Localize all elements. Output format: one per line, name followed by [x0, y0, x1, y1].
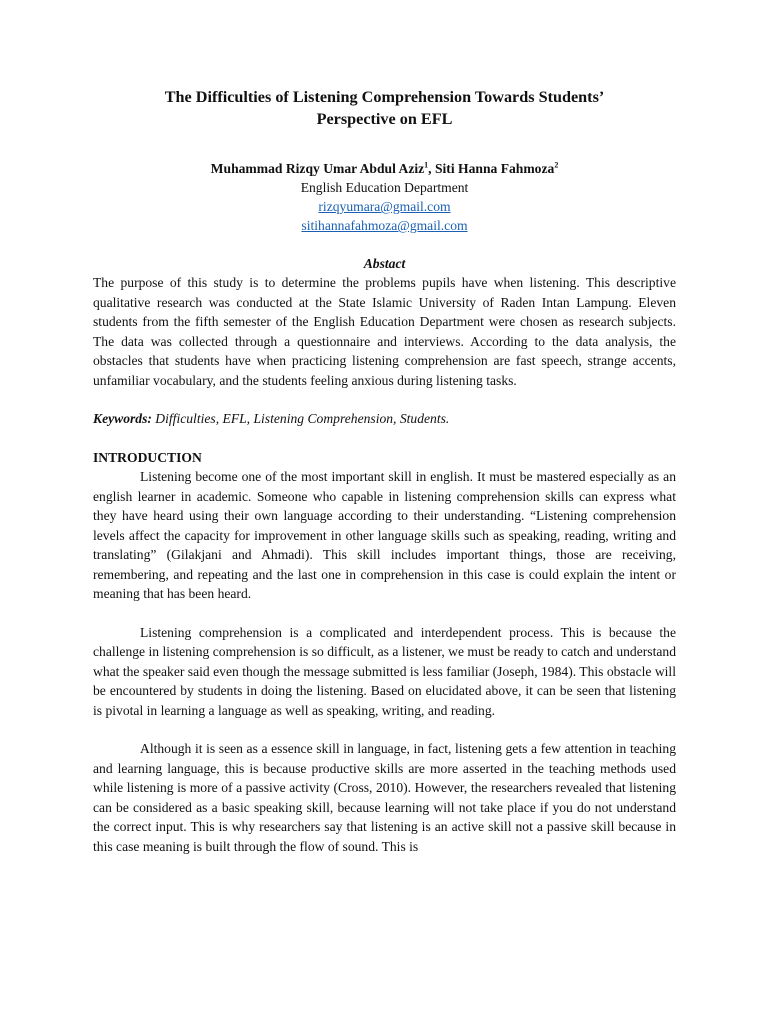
email-1-line [93, 197, 676, 216]
email-2-link[interactable]: sitihannafahmoza@gmail.com [301, 218, 468, 233]
author-2-name: Siti Hanna Fahmoza [434, 161, 555, 176]
keywords-list: Difficulties, EFL, Listening Comprehension, Students. [151, 411, 450, 426]
paragraph-spacer [93, 720, 676, 739]
author-names [93, 159, 676, 178]
email-1-link[interactable]: rizqyumara@gmail.com [318, 199, 451, 214]
paper-title-line-2: Perspective on EFL [316, 110, 453, 128]
author-1-name: Muhammad Rizqy Umar Abdul Aziz [210, 161, 425, 176]
author-block [93, 159, 676, 235]
abstract-text: The purpose of this study is to determine the problems pupils have when listening. This descriptive qualitative research was conducted at the State Islamic University of Raden Intan Lampung. Eleven students from the fifth semester of the English Education Department were chosen as research subjects. The data was collected through a questionnaire and interviews. According to the data analysis, the obstacles that students have when practicing listening comprehension are fast speech, strange accents, unfamiliar vocabulary, and the students feeling anxious during listening tasks. [93, 275, 676, 388]
email-2-line [93, 216, 676, 235]
introduction-paragraph-2: Listening comprehension is a complicated and interdependent process. This is because the challenge in listening comprehension is so difficult, as a listener, we must be ready to catch and understand what the speaker said even though the message submitted is less familiar (Joseph, 1984). This obstacle will be encountered by students in doing the listening. Based on elucidated above, it can be seen that listening is pivotal in learning a language as well as speaking, writing, and reading. [93, 624, 676, 718]
keywords-line [93, 409, 676, 429]
author-separator: , [428, 161, 435, 176]
author-1-affiliation-mark: 1 [424, 160, 429, 170]
abstract-heading: Abstact [363, 256, 406, 271]
paper-title-line-1: The Difficulties of Listening Comprehension Towards Students’ [164, 88, 605, 106]
introduction-paragraph-3: Although it is seen as a essence skill in language, in fact, listening gets a few attention in teaching and learning language, this is because productive skills are more asserted in the teaching methods used while listening is more of a passive activity (Cross, 2010). However, the researchers revealed that listening can be considered as a basic speaking skill, because learning will not take place if you do not understand the correct input. This is why researchers say that listening is an active skill not a passive skill because in this case meaning is built through the flow of sound. This is [93, 741, 676, 854]
author-2-affiliation-mark: 2 [554, 160, 559, 170]
keywords-label: Keywords: [93, 411, 152, 426]
introduction-heading: INTRODUCTION [93, 449, 202, 465]
introduction-paragraph-1: Listening become one of the most important skill in english. It must be mastered especially as an english learner in academic. Someone who capable in listening comprehension skills can express what they have heard using their own language according to their understanding. “Listening comprehension levels affect the capacity for improvement in other language skills such as speaking, reading, writing and translating” (Gilakjani and Ahmadi). This skill includes important things, those are receiving, remembering, and repeating and the last one in comprehension in this case is could explain the intent or meaning that has been heard. [93, 469, 676, 601]
paper-title [93, 86, 676, 130]
paragraph-spacer [93, 604, 676, 623]
author-department: English Education Department [300, 180, 469, 195]
